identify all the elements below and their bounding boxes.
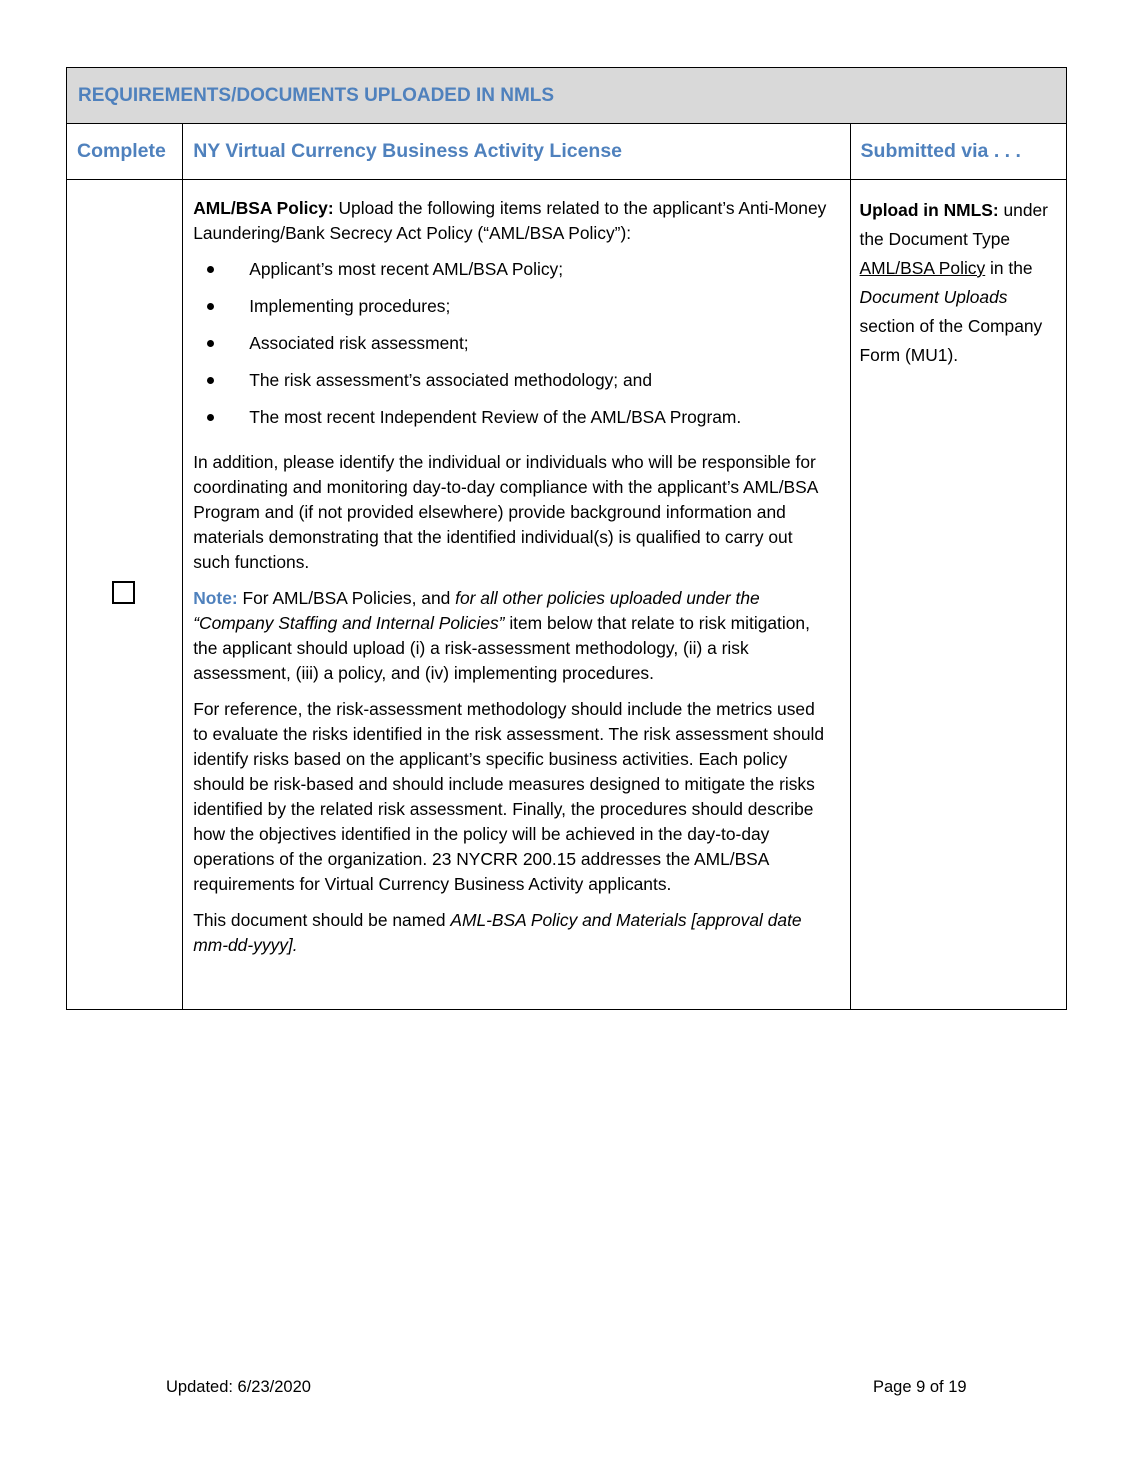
header-row [67,124,1067,180]
bullet-icon [207,266,214,273]
list-item-text: Associated risk assessment; [249,333,469,353]
list-item-text: The risk assessment’s associated methodology; and [249,370,652,390]
footer-page-number: Page 9 of 19 [873,1378,967,1396]
complete-checkbox[interactable] [112,581,135,604]
list-item [193,257,831,294]
naming-text: This document should be named [193,910,451,930]
submit-text-2: in the [985,258,1033,278]
list-item [193,368,831,405]
list-item [193,405,831,442]
note-label: Note: [193,588,238,608]
list-item-text: The most recent Independent Review of the AML/BSA Program. [249,407,742,427]
submit-text-3: section of the Company Form (MU1). [859,316,1043,365]
intro-text: Upload the following items related to the applicant’s Anti-Money Laundering/Bank Secrecy Act Policy (“AML/BSA Policy”): [193,198,827,243]
naming-paragraph [193,908,831,958]
intro-bold: AML/BSA Policy: [193,198,334,218]
table-title: REQUIREMENTS/DOCUMENTS UPLOADED IN NMLS [67,68,1067,124]
bullet-icon [207,340,214,347]
submit-bold: Upload in NMLS: [859,200,999,220]
complete-cell [67,180,183,1010]
requirement-description [183,180,850,1010]
required-items-list [193,257,831,442]
submission-method [850,180,1066,1010]
header-complete: Complete [67,124,183,180]
header-license: NY Virtual Currency Business Activity License [183,124,850,180]
list-item [193,331,831,368]
addition-paragraph: In addition, please identify the individual or individuals who will be responsible for coordinating and monitoring day-to-day compliance with the applicant’s AML/BSA Program and (if not provided elsewhere) provide background information and materials demonstrating that the identified individual(s) is qualified to carry out such functions. [193,452,818,572]
requirements-table [66,67,1067,1010]
intro-paragraph [193,196,831,246]
reference-paragraph: For reference, the risk-assessment methodology should include the metrics used to evaluate the risks identified in the risk assessment. The risk assessment should identify risks based on the applicant’s specific business activities. Each policy should be risk-based and should include measures designed to mitigate the risks identified by the related risk assessment. Finally, the procedures should describe how the objectives identified in the policy will be achieved in the day-to-day operations of the organization. 23 NYCRR 200.15 addresses the AML/BSA requirements for Virtual Currency Business Activity applicants. [193,699,825,894]
header-submitted: Submitted via . . . [850,124,1066,180]
submit-italic: Document Uploads [859,287,1008,307]
document-type-link[interactable]: AML/BSA Policy [859,258,986,278]
footer-updated: Updated: 6/23/2020 [166,1378,311,1396]
submit-text-1: under the Document Type [859,200,1048,249]
list-item-text: Applicant’s most recent AML/BSA Policy; [249,259,564,279]
list-item [193,294,831,331]
list-item-text: Implementing procedures; [249,296,451,316]
bullet-icon [207,303,214,310]
naming-italic: AML-BSA Policy and Materials [approval date mm-dd-yyyy]. [193,910,802,955]
table-row [67,180,1067,1010]
bullet-icon [207,377,214,384]
note-text: For AML/BSA Policies, and [237,588,456,608]
note-italic: for all other policies uploaded under the “Company Staffing and Internal Policies” [193,588,760,633]
note-text-2: item below that relate to risk mitigation, the applicant should upload (i) a risk-assessment methodology, (ii) a risk assessment, (iii) a policy, and (iv) implementing procedures. [193,613,810,683]
note-paragraph [193,586,831,686]
bullet-icon [207,414,214,421]
